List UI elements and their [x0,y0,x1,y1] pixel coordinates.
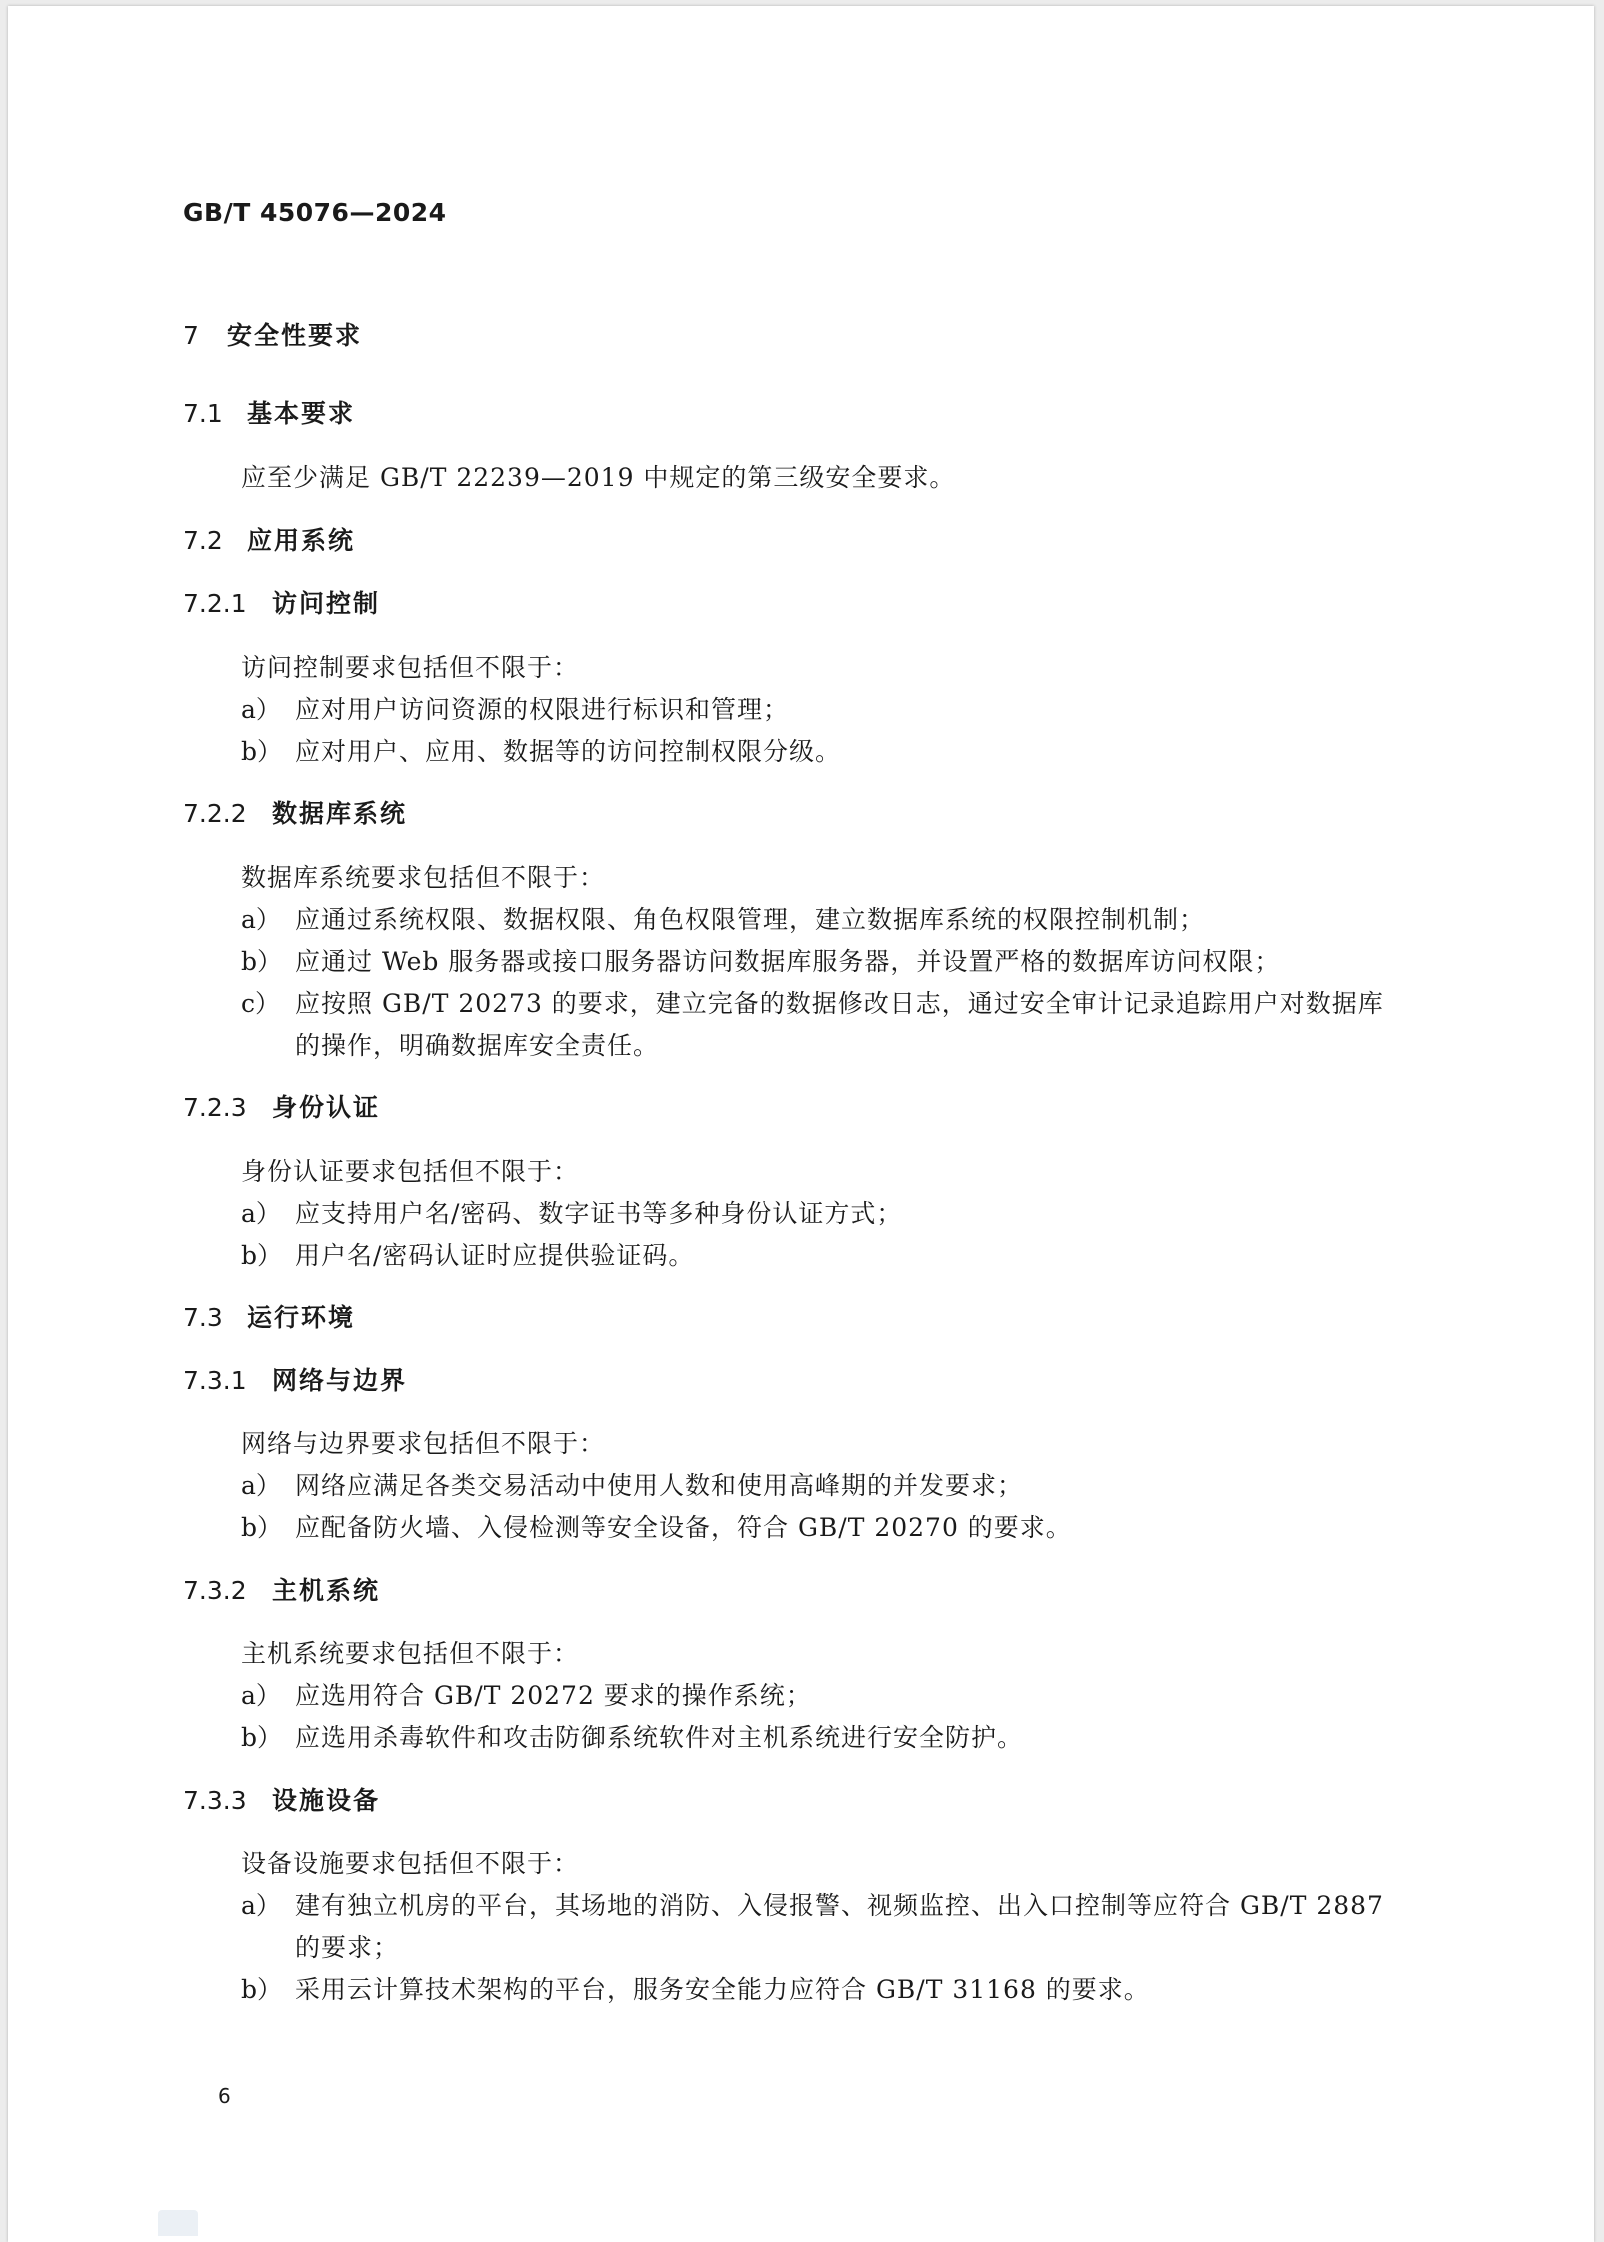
list-item [241,1718,1023,1754]
list-marker: a） [241,1891,281,1920]
list-text: 应支持用户名/密码、数字证书等多种身份认证方式； [295,1199,903,1228]
list-item [241,942,1280,978]
list-text: 应通过系统权限、数据权限、角色权限管理，建立数据库系统的权限控制机制； [295,905,1206,934]
section-title: 网络与边界 [272,1366,408,1395]
list-item [241,690,789,726]
section-heading-7-2-1 [183,584,380,620]
paragraph: 身份认证要求包括但不限于： [241,1157,580,1186]
list-marker: c） [241,989,281,1018]
list-item-continuation: 的操作，明确数据库安全责任。 [295,1031,660,1060]
section-number: 7.2.3 [183,1093,247,1122]
list-text: 用户名/密码认证时应提供验证码。 [295,1241,695,1270]
section-title: 主机系统 [272,1576,381,1605]
list-marker: a） [241,1681,281,1710]
section-title: 设施设备 [272,1786,381,1815]
section-title: 访问控制 [272,589,381,618]
list-item [241,1466,1023,1502]
section-number: 7.2 [183,526,223,555]
section-title: 应用系统 [247,526,356,555]
section-number: 7.2.2 [183,799,247,828]
paragraph: 设备设施要求包括但不限于： [241,1849,580,1878]
list-item [241,1970,1150,2006]
list-text: 应配备防火墙、入侵检测等安全设备，符合 GB/T 20270 的要求。 [295,1513,1072,1542]
section-title: 安全性要求 [227,321,363,350]
paragraph: 数据库系统要求包括但不限于： [241,863,606,892]
list-marker: b） [241,737,283,766]
section-heading-7-2-3 [183,1088,380,1124]
list-item-continuation: 的要求； [295,1933,400,1962]
section-number: 7.3.2 [183,1576,247,1605]
section-number: 7.3.3 [183,1786,247,1815]
standard-code: GB/T 45076—2024 [183,198,447,227]
list-marker: b） [241,1975,283,2004]
page-number: 6 [218,2084,231,2108]
section-number: 7 [183,321,199,350]
list-text: 网络应满足各类交易活动中使用人数和使用高峰期的并发要求； [295,1471,1024,1500]
section-heading-7-3-3 [183,1781,380,1817]
list-text: 应对用户、应用、数据等的访问控制权限分级。 [295,737,842,766]
list-item [241,1676,812,1712]
section-heading-7-3 [183,1298,355,1334]
paragraph: 访问控制要求包括但不限于： [241,653,580,682]
list-text: 应选用符合 GB/T 20272 要求的操作系统； [295,1681,812,1710]
paragraph: 应至少满足 GB/T 22239—2019 中规定的第三级安全要求。 [241,463,956,492]
corner-artifact [158,2210,198,2236]
section-number: 7.1 [183,399,223,428]
list-item [241,900,1205,936]
section-title: 运行环境 [247,1303,356,1332]
section-title: 数据库系统 [272,799,408,828]
list-text: 建有独立机房的平台，其场地的消防、入侵报警、视频监控、出入口控制等应符合 GB/T 2887 [295,1891,1384,1920]
list-text: 应对用户访问资源的权限进行标识和管理； [295,695,790,724]
section-heading-7-3-2 [183,1571,380,1607]
section-heading-7 [183,316,362,352]
list-marker: b） [241,947,283,976]
section-heading-7-1 [183,394,355,430]
list-item [241,1886,1384,1922]
section-title: 基本要求 [247,399,356,428]
list-item [241,984,1384,1020]
paragraph: 网络与边界要求包括但不限于： [241,1429,606,1458]
list-marker: b） [241,1513,283,1542]
list-text: 应按照 GB/T 20273 的要求，建立完备的数据修改日志，通过安全审计记录追踪用户对数据库 [295,989,1384,1018]
section-number: 7.2.1 [183,589,247,618]
list-text: 应通过 Web 服务器或接口服务器访问数据库服务器，并设置严格的数据库访问权限； [295,947,1281,976]
list-text: 应选用杀毒软件和攻击防御系统软件对主机系统进行安全防护。 [295,1723,1024,1752]
document-page [8,6,1594,2242]
section-title: 身份认证 [272,1093,381,1122]
section-number: 7.3.1 [183,1366,247,1395]
section-number: 7.3 [183,1303,223,1332]
section-heading-7-2 [183,521,355,557]
list-item [241,1194,902,1230]
list-marker: a） [241,1471,281,1500]
list-marker: a） [241,695,281,724]
list-marker: b） [241,1723,283,1752]
list-item [241,732,841,768]
list-item [241,1236,694,1272]
list-text: 采用云计算技术架构的平台，服务安全能力应符合 GB/T 31168 的要求。 [295,1975,1150,2004]
list-item [241,1508,1072,1544]
section-heading-7-3-1 [183,1361,407,1397]
list-marker: b） [241,1241,283,1270]
section-heading-7-2-2 [183,794,407,830]
paragraph: 主机系统要求包括但不限于： [241,1639,580,1668]
list-marker: a） [241,1199,281,1228]
list-marker: a） [241,905,281,934]
